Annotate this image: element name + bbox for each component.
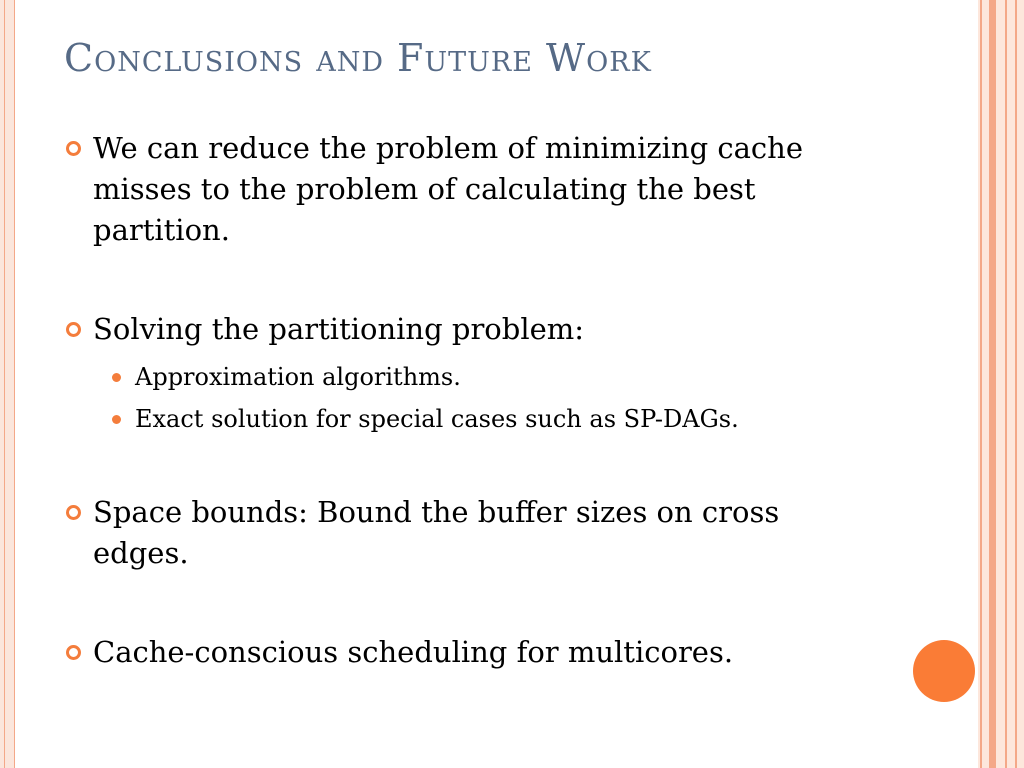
sub-bullet-list (64, 356, 864, 440)
bullet-text: Space bounds: Bound the buffer sizes on cross edges. (93, 495, 780, 570)
bullet-item (64, 632, 864, 673)
sub-bullet-item (112, 398, 864, 440)
bullet-text: Solving the partitioning problem: (93, 312, 585, 346)
sub-bullet-text: Exact solution for special cases such as SP-DAGs. (135, 405, 739, 433)
bullet-list (64, 128, 864, 673)
orange-circle-decoration (913, 640, 975, 702)
left-border-line (4, 0, 5, 768)
ring-bullet-icon (66, 505, 81, 520)
bullet-item (64, 128, 864, 251)
dot-bullet-icon (112, 415, 121, 424)
bullet-item (64, 309, 864, 350)
sub-bullet-text: Approximation algorithms. (135, 363, 461, 391)
slide-title: Conclusions and Future Work (64, 36, 652, 80)
left-border-decoration (0, 0, 15, 768)
ring-bullet-icon (66, 645, 81, 660)
dot-bullet-icon (112, 373, 121, 382)
sub-bullet-item (112, 356, 864, 398)
bullet-item (64, 492, 864, 574)
right-border-stripe (989, 0, 996, 768)
bullet-text: We can reduce the problem of minimizing cache misses to the problem of calculating the best partition. (93, 131, 803, 247)
bullet-text: Cache-conscious scheduling for multicores. (93, 635, 734, 669)
right-border-decoration (978, 0, 1024, 768)
right-border-stripe (1015, 0, 1017, 768)
ring-bullet-icon (66, 141, 81, 156)
right-border-stripe (1005, 0, 1007, 768)
right-border-stripe (980, 0, 982, 768)
ring-bullet-icon (66, 322, 81, 337)
